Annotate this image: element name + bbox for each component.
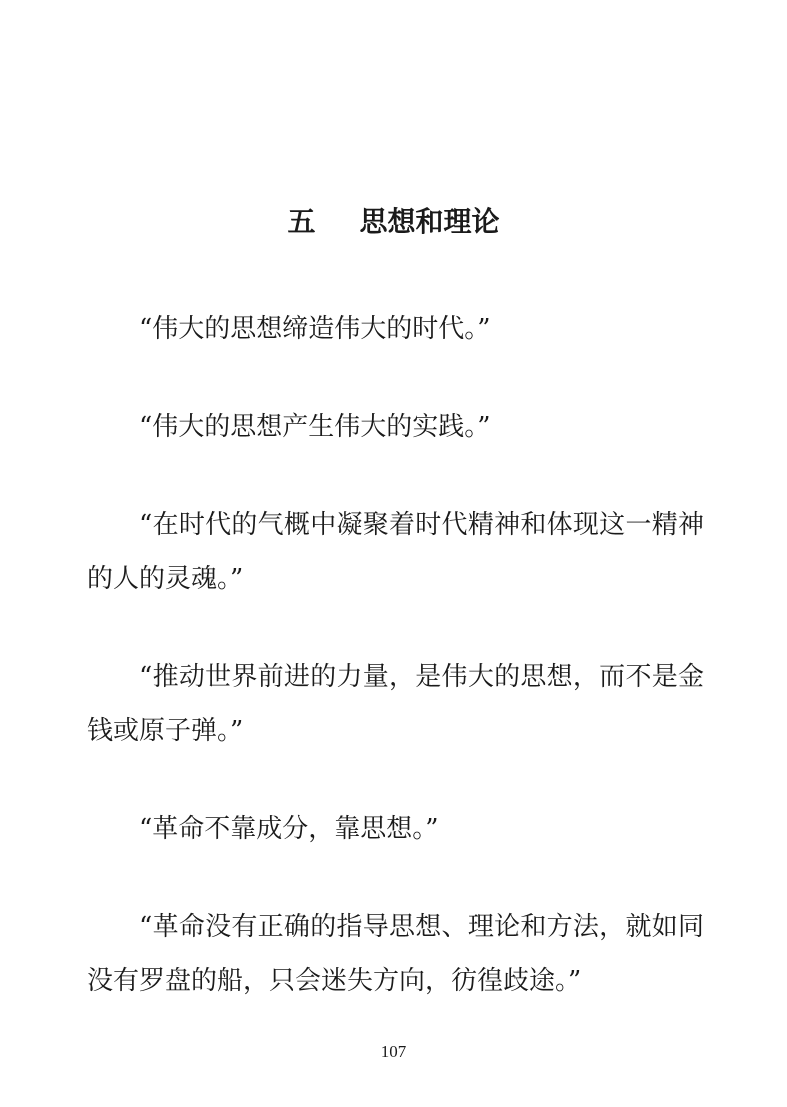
quote-paragraph: “推动世界前进的力量，是伟大的思想，而不是金钱或原子弹。” xyxy=(87,662,704,746)
page-number: 107 xyxy=(380,1042,407,1061)
section-title: 思想和理论 xyxy=(359,205,500,238)
quote-paragraph: “革命没有正确的指导思想、理论和方法，就如同没有罗盘的船，只会迷失方向，彷徨歧途。” xyxy=(87,912,704,996)
quote-paragraph: “伟大的思想缔造伟大的时代。” xyxy=(139,314,491,344)
quote-paragraph: “革命不靠成分，靠思想。” xyxy=(139,814,439,844)
quote-paragraph: “伟大的思想产生伟大的实践。” xyxy=(139,412,491,442)
section-number: 五 xyxy=(287,205,316,238)
section-heading xyxy=(0,200,787,244)
quote-paragraph: “在时代的气概中凝聚着时代精神和体现这一精神的人的灵魂。” xyxy=(87,510,704,594)
